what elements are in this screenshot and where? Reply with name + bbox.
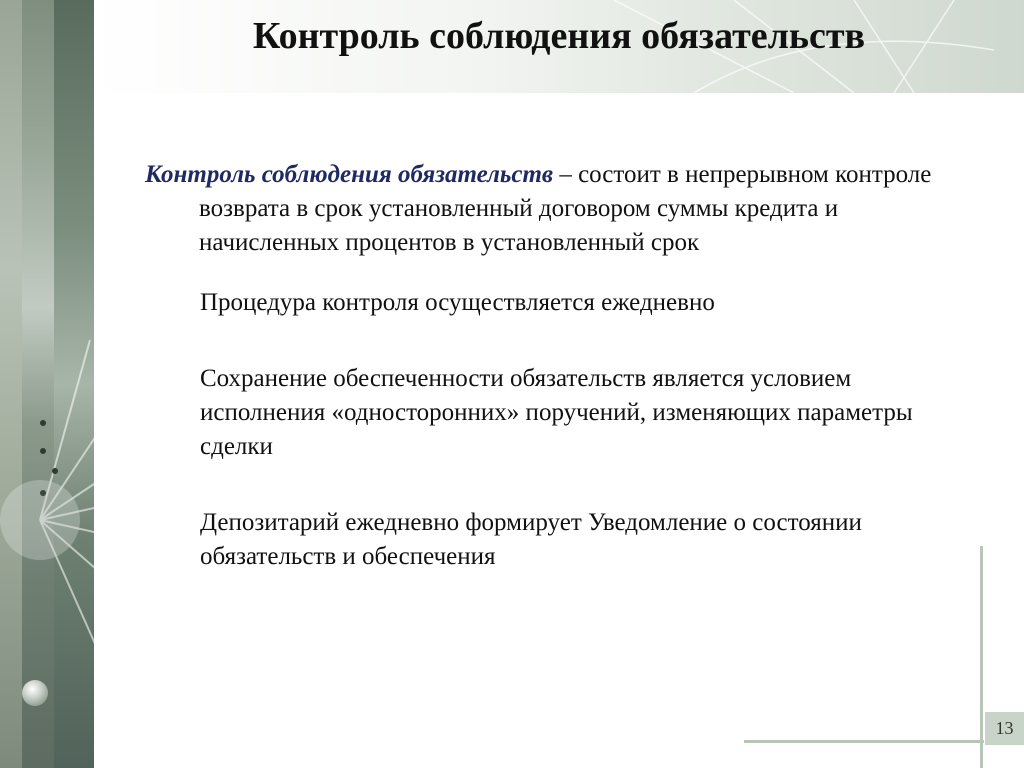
bullet-item: Депозитарий ежедневно формирует Уведомление о состоянии обязательств и обеспечения [200, 509, 862, 570]
bullet-item: Процедура контроля осуществляется ежедневно [200, 289, 715, 316]
slide-content [145, 158, 965, 574]
bullet-item: Сохранение обеспеченности обязательств является условием исполнения «односторонних» поручений, изменяющих параметры сделки [200, 365, 913, 460]
slide-title: Контроль соблюдения обязательств [252, 15, 866, 57]
definition-term: Контроль соблюдения обязательств [145, 161, 554, 188]
decorative-orb [22, 680, 48, 706]
decorative-dots [40, 420, 46, 426]
definition-text: – состоит в непрерывном контроле возврата в срок установленный договором суммы кредита и начисленных процентов в установленный срок [199, 161, 932, 256]
light-burst-decoration [0, 340, 94, 700]
decorative-side-panel [0, 0, 94, 768]
definition-paragraph [145, 158, 965, 260]
page-number: 13 [985, 712, 1024, 745]
decorative-vertical-line [980, 546, 983, 768]
decorative-horizontal-line [744, 740, 984, 743]
